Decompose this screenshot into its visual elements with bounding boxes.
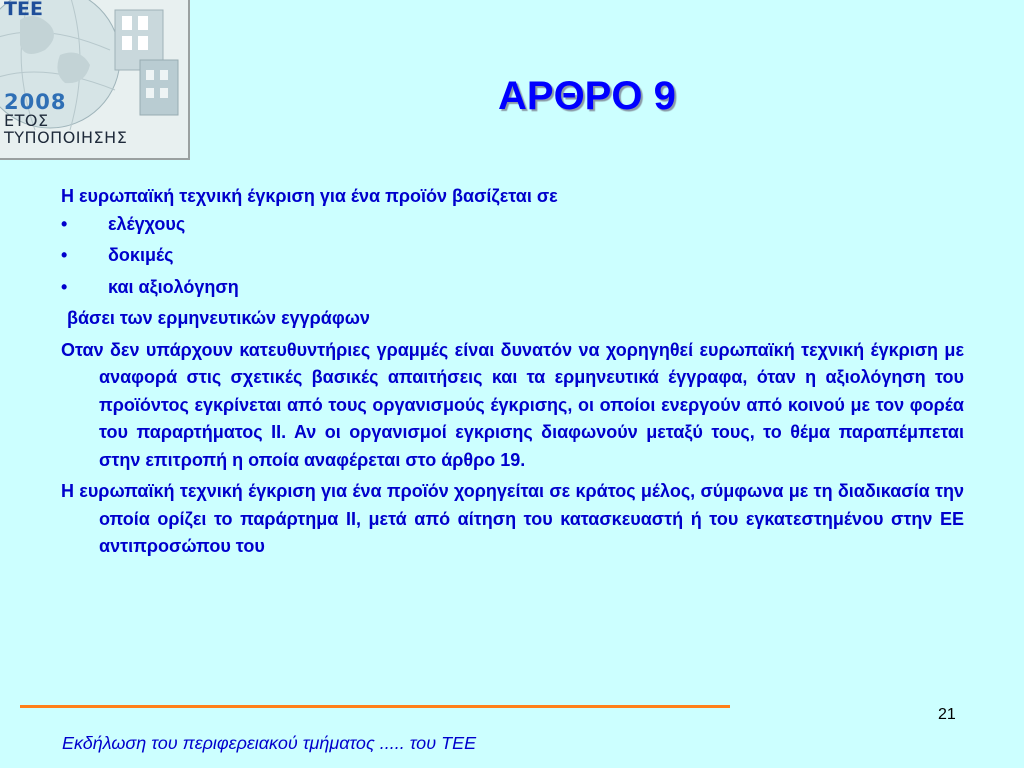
basis-text: βάσει των ερμηνευτικών εγγράφων	[67, 308, 370, 328]
bullet-text: και αξιολόγηση	[108, 276, 239, 297]
bullet-symbol: •	[61, 276, 68, 297]
bullet-item	[61, 211, 964, 239]
bullet-text: δοκιμές	[108, 245, 174, 265]
paragraph-guidelines: Οταν δεν υπάρχουν κατευθυντήριες γραμμές είναι δυνατόν να χορηγηθεί ευρωπαϊκή τεχνική έγκριση με αναφορά στις σχετικές βασικές απαιτήσεις και τα ερμηνευτικά έγγραφα, όταν η αξιολόγηση του προϊόντος εγκρίνεται από τους οργανισμούς έγκρισης, οι οποίοι ενεργούν από κοινού με τον φορέα του παραρτήματος ΙΙ. Αν οι οργανισμοί εγκρισης διαφωνούν μεταξύ τους, το θέμα παραπέμπεται στην επιτροπή η οποία αναφέρεται στο άρθρο 19.	[61, 339, 964, 470]
logo-caption-line1: ΕΤΟΣ	[4, 111, 49, 130]
bullet-item	[61, 274, 964, 302]
intro-text: Η ευρωπαϊκή τεχνική έγκριση για ένα προϊόν βασίζεται σε	[61, 186, 558, 206]
slide-title: ΑΡΘΡΟ 9	[498, 74, 676, 118]
footer-caption: Εκδήλωση του περιφερειακού τμήματος ..... του ΤΕΕ	[62, 733, 477, 753]
logo-year: 2008	[4, 90, 67, 114]
bullet-symbol: •	[61, 245, 68, 265]
page-number: 21	[938, 706, 956, 723]
bullet-symbol: •	[61, 213, 68, 234]
logo-brand: ΤΕΕ	[4, 0, 43, 20]
standardization-year-logo	[0, 0, 190, 160]
bullet-text: ελέγχους	[108, 213, 186, 234]
bullet-item	[61, 242, 964, 270]
slide-body	[61, 183, 964, 565]
logo-caption-line2: ΤΥΠΟΠΟΙΗΣΗΣ	[4, 128, 128, 147]
footer-divider	[20, 705, 730, 708]
paragraph-granting: Η ευρωπαϊκή τεχνική έγκριση για ένα προϊόν χορηγείται σε κράτος μέλος, σύμφωνα με τη διαδικασία την οποία ορίζει το παράρτημα ΙΙ, μετά από αίτηση του κατασκευαστή ή του εγκατεστημένου στην ΕΕ αντιπροσώπου του	[61, 481, 964, 556]
